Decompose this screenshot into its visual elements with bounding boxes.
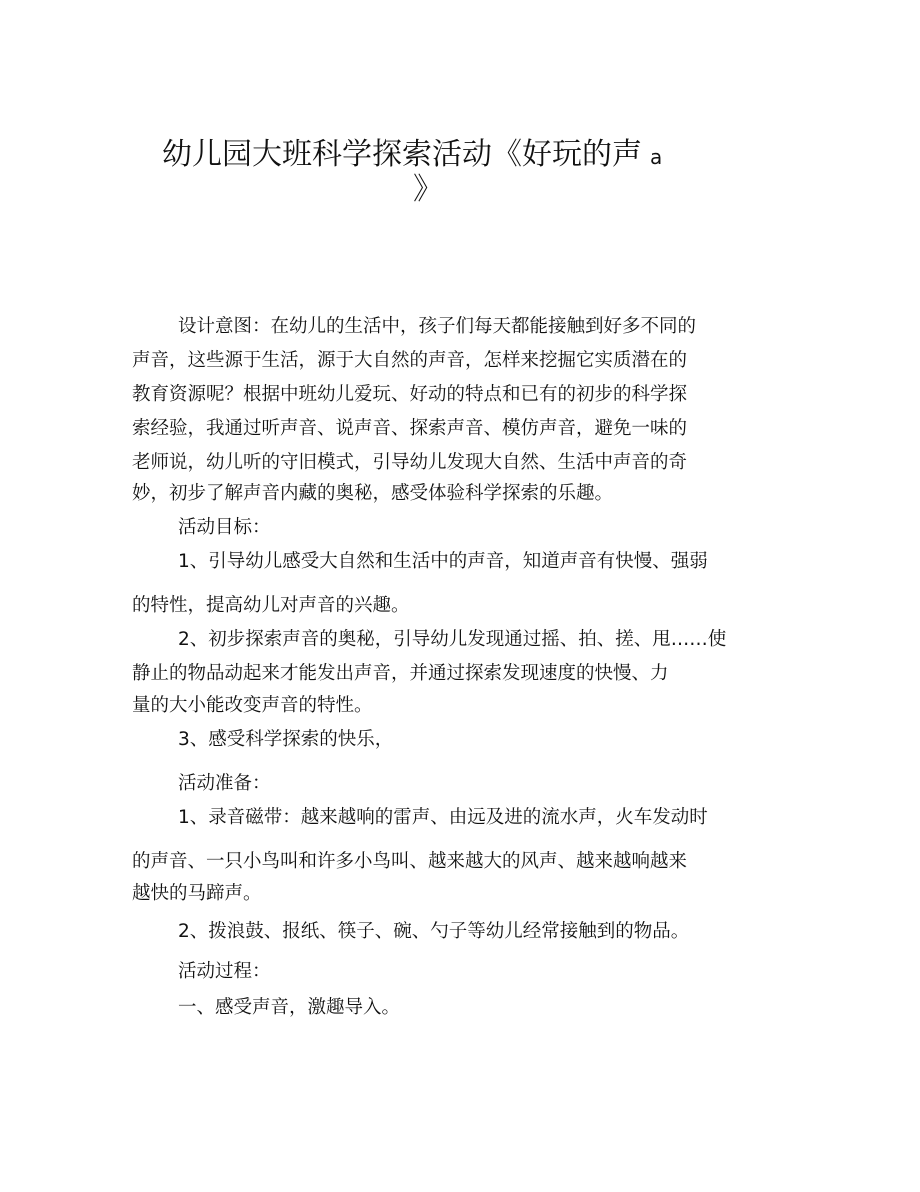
paragraph-line: 声音，这些源于生活，源于大自然的声音，怎样来挖掘它实质潜在的 xyxy=(132,350,688,371)
paragraph-line: 设计意图：在幼儿的生活中，孩子们每天都能接触到好多不同的 xyxy=(178,316,697,337)
paragraph-line: 2、初步探索声音的奥秘，引导幼儿发现通过摇、拍、搓、甩……使 xyxy=(178,629,727,650)
section-heading: 活动目标： xyxy=(178,517,271,538)
paragraph-line: 静止的物品动起来才能发出声音，并通过探索发现速度的快慢、力 xyxy=(132,663,669,684)
paragraph-line: 1、录音磁带：越来越响的雷声、由远及进的流水声，火车发动时 xyxy=(178,807,708,828)
paragraph-line: 妙，初步了解声音内藏的奥秘，感受体验科学探索的乐趣。 xyxy=(132,483,614,504)
paragraph-line: 的声音、一只小鸟叫和许多小鸟叫、越来越大的风声、越来越响越来 xyxy=(132,851,688,872)
title-text: 幼儿园大班科学探索活动《好玩的声 xyxy=(162,137,642,172)
paragraph-line: 3、感受科学探索的快乐， xyxy=(178,729,394,750)
title-suffix: a xyxy=(650,145,663,169)
paragraph-line: 老师说，幼儿听的守旧模式，引导幼儿发现大自然、生活中声音的奇 xyxy=(132,452,688,473)
paragraph-line: 越快的马蹄声。 xyxy=(132,883,262,904)
paragraph-line: 一、感受声音，激趣导入。 xyxy=(178,997,401,1018)
document-title-line-1 xyxy=(162,137,662,175)
paragraph-line: 教育资源呢？根据中班幼儿爱玩、好动的特点和已有的初步的科学探 xyxy=(132,384,688,405)
paragraph-line: 的特性，提高幼儿对声音的兴趣。 xyxy=(132,595,410,616)
section-heading: 活动准备： xyxy=(178,773,271,794)
paragraph-line: 量的大小能改变声音的特性。 xyxy=(132,695,373,716)
paragraph-line: 索经验，我通过听声音、说声音、探索声音、模仿声音，避免一味的 xyxy=(132,418,688,439)
paragraph-line: 1、引导幼儿感受大自然和生活中的声音，知道声音有快慢、强弱 xyxy=(178,551,708,572)
document-title-line-2: 》 xyxy=(413,172,443,207)
paragraph-line: 2、拨浪鼓、报纸、筷子、碗、勺子等幼儿经常接触到的物品。 xyxy=(178,921,690,942)
section-heading: 活动过程： xyxy=(178,961,271,982)
